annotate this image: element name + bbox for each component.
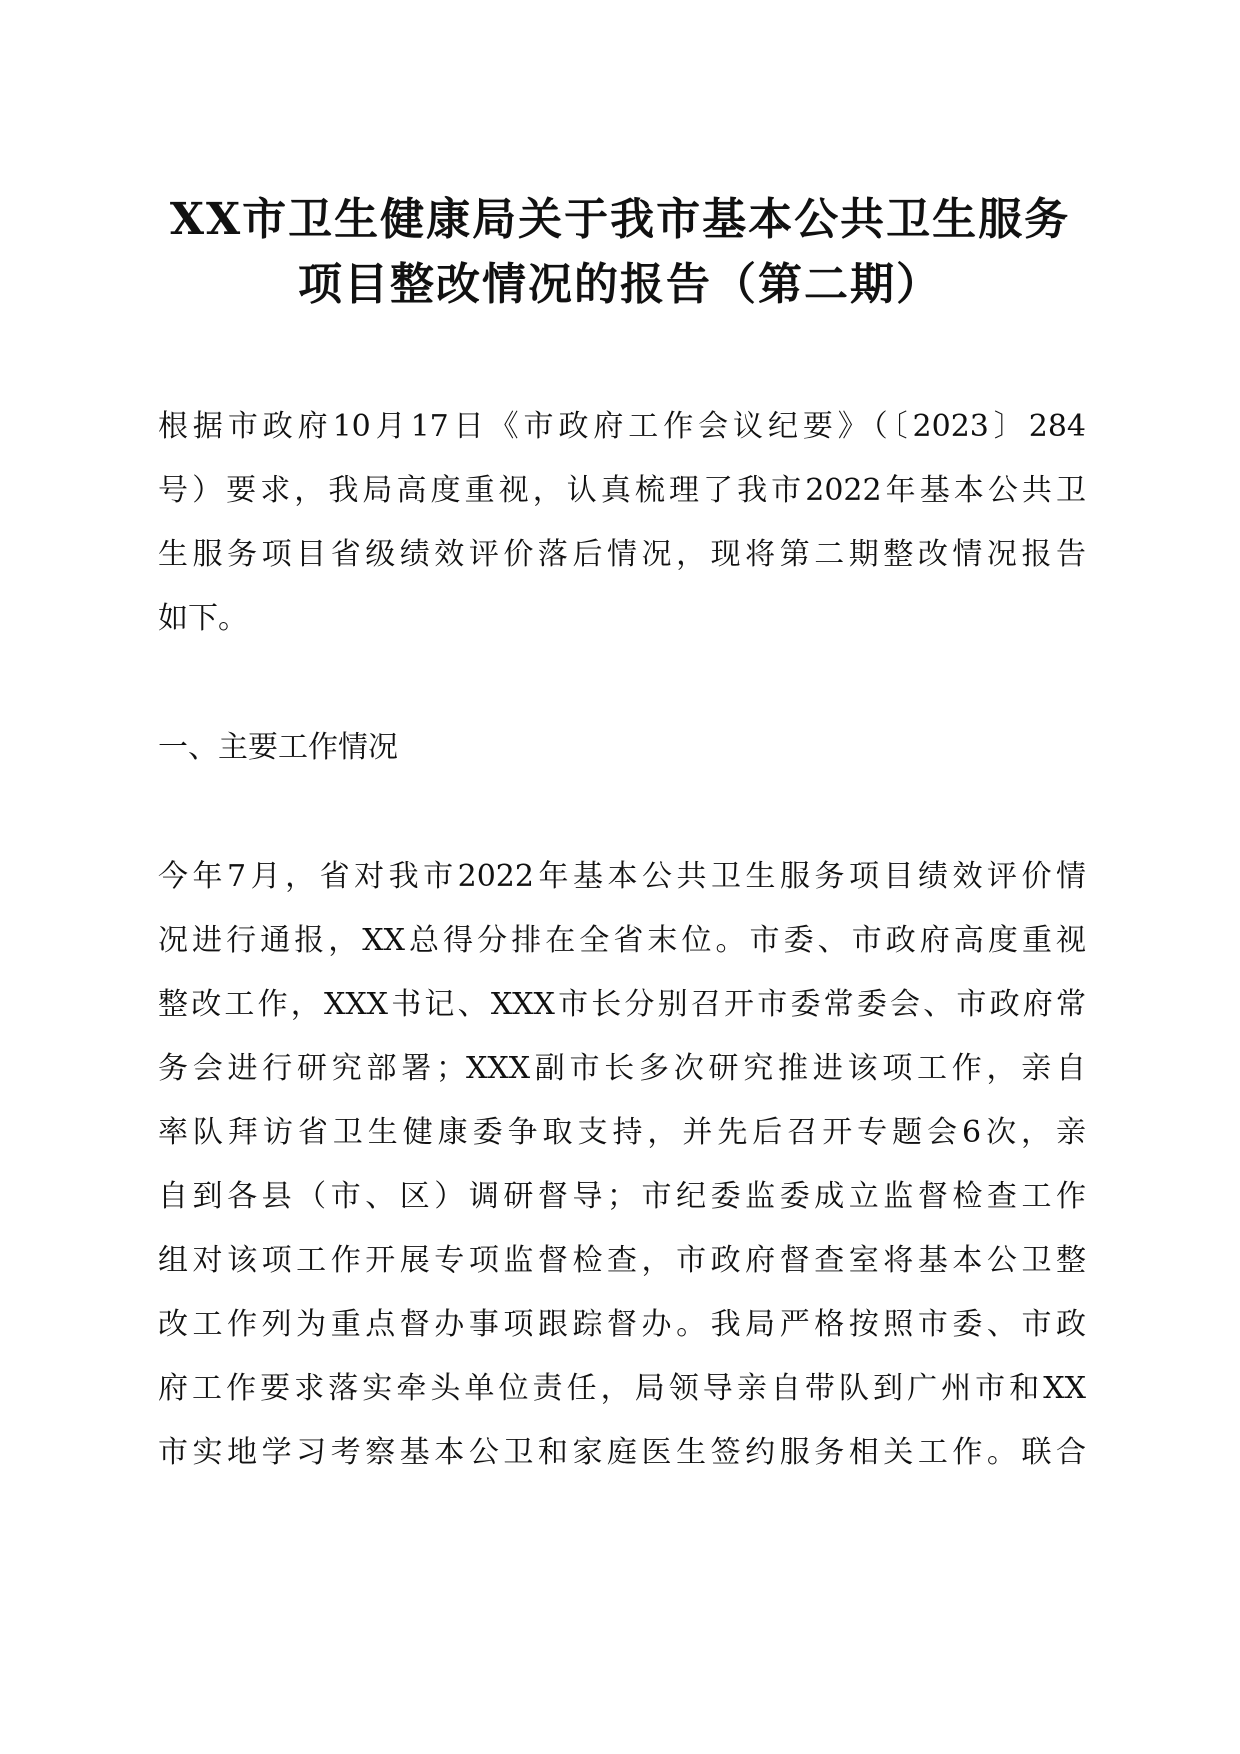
intro-line-4: 如下。 [158,601,248,636]
body-line-6: 自到各县（市、区）调研督导；市纪委监委成立监督检查工作 [158,1179,1086,1214]
intro-line-3: 生服务项目省级绩效评价落后情况，现将第二期整改情况报告 [158,537,1086,572]
body-line-1: 今年7月，省对我市2022年基本公共卫生服务项目绩效评价情 [158,859,1086,894]
document-title-line-1: XX市卫生健康局关于我市基本公共卫生服务 [169,194,1071,245]
section-heading: 一、主要工作情况 [158,730,398,765]
body-line-5: 率队拜访省卫生健康委争取支持，并先后召开专题会6次，亲 [158,1115,1086,1150]
body-line-7: 组对该项工作开展专项监督检查，市政府督查室将基本公卫整 [158,1243,1086,1278]
body-line-10: 市实地学习考察基本公卫和家庭医生签约服务相关工作。联合 [158,1435,1086,1470]
body-line-3: 整改工作，XXX书记、XXX市长分别召开市委常委会、市政府常 [158,987,1086,1022]
intro-line-1: 根据市政府10月17日《市政府工作会议纪要》（〔2023〕284 [158,409,1086,444]
body-line-8: 改工作列为重点督办事项跟踪督办。我局严格按照市委、市政 [158,1307,1086,1342]
body-line-2: 况进行通报，XX总得分排在全省末位。市委、市政府高度重视 [158,923,1086,958]
body-line-9: 府工作要求落实牵头单位责任，局领导亲自带队到广州市和XX [158,1371,1086,1406]
body-line-4: 务会进行研究部署；XXX副市长多次研究推进该项工作，亲自 [158,1051,1086,1086]
intro-line-2: 号）要求，我局高度重视，认真梳理了我市2022年基本公共卫 [158,473,1086,508]
document-title-line-2: 项目整改情况的报告（第二期） [298,259,942,310]
